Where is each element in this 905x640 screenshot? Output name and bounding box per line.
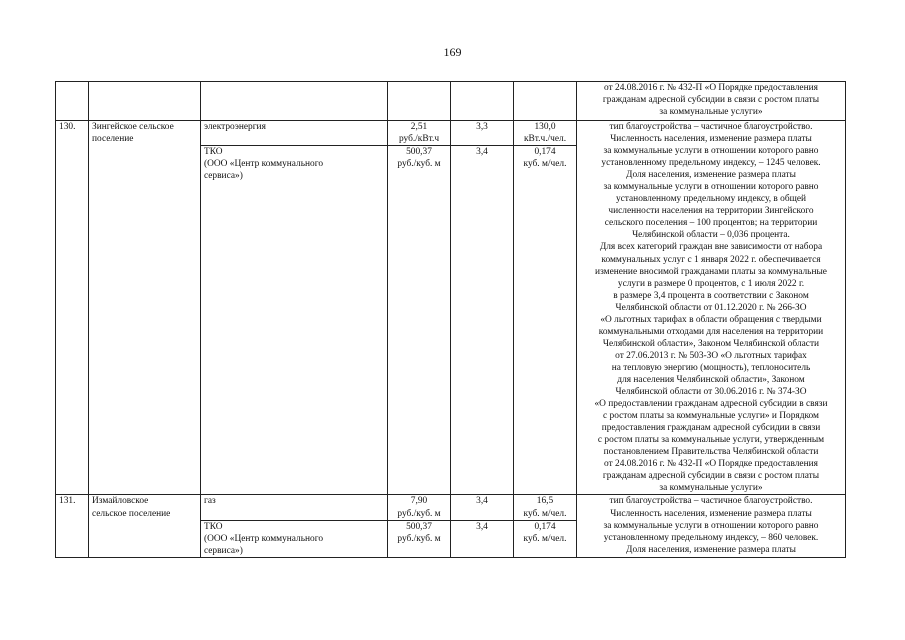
tariff-table (55, 81, 846, 558)
description-cell: тип благоустройства – частичное благоустройство. Численность населения, изменение размера платы за коммунальные услуги в отношении которого равно установленному предельному индексу, – 860 человек. Доля населения, изменение размера платы (577, 495, 846, 557)
norm-cell (514, 82, 577, 121)
service-norm: 16,5 куб. м/чел. (514, 495, 577, 520)
page-number: 169 (443, 45, 462, 59)
price-cell (388, 82, 451, 121)
service-norm: 0,174 куб. м/чел. (514, 520, 577, 557)
settlement-name: Зингейское сельское поселение (89, 121, 201, 495)
description-cell (577, 82, 846, 121)
table-row (56, 82, 846, 121)
description-line: за коммунальные услуги» (659, 107, 763, 118)
service-percent: 3,4 (451, 495, 514, 520)
service-name: ТКО (ООО «Центр коммунального сервиса») (201, 146, 388, 495)
description-line: от 24.08.2016 г. № 432-П «О Порядке предоставления (604, 83, 818, 93)
service-norm: 130,0 кВт.ч./чел. (514, 121, 577, 146)
settlement-name: Измайловское сельское поселение (89, 495, 201, 557)
table-row (56, 121, 846, 146)
service-name: газ (201, 495, 388, 520)
description-cell: тип благоустройства – частичное благоустройство. Численность населения, изменение размера платы за коммунальные услуги в отношении которого равно установленному предельному индексу, – 1245 человек. Доля населения, изменение размера платы за коммунальные услуги в отношении которого равно установленному предельному индексу, в общей численности населения на территории Зингейского сельского поселения – 100 процентов; на территории Челябинской области – 0,036 процента. Для всех категорий граждан вне зависимости от набора коммунальных услуг с 1 января 2022 г. обеспечивается изменение вносимой гражданами платы за коммунальные услуги в размере 0 процентов, с 1 июля 2022 г. в размере 3,4 процента в соответствии с Законом Челябинской области от 01.12.2020 г. № 266-ЗО «О льготных тарифах в области обращения с твердыми коммунальными отходами для населения на территории Челябинской области», Законом Челябинской области от 27.06.2013 г. № 503-ЗО «О льготных тарифах на тепловую энергию (мощность), теплоноситель для населения Челябинской области», Законом Челябинской области от 30.06.2016 г. № 374-ЗО «О предоставлении гражданам адресной субсидии в связи с ростом платы за коммунальные услуги» и Порядком предоставления гражданам адресной субсидии в связи с ростом платы за коммунальные услуги, утвержденным постановлением Правительства Челябинской области от 24.08.2016 г. № 432-П «О Порядке предоставления гражданам адресной субсидии в связи с ростом платы за коммунальные услуги» (577, 121, 846, 495)
service-price: 500,37 руб./куб. м (388, 520, 451, 557)
service-cell (201, 82, 388, 121)
service-price: 7,90 руб./куб. м (388, 495, 451, 520)
service-price: 2,51 руб./кВт.ч (388, 121, 451, 146)
row-number: 130. (56, 121, 89, 495)
service-norm: 0,174 куб. м/чел. (514, 146, 577, 495)
service-name: ТКО (ООО «Центр коммунального сервиса») (201, 520, 388, 557)
table-row (56, 495, 846, 520)
service-percent: 3,3 (451, 121, 514, 146)
service-name: электроэнергия (201, 121, 388, 146)
description-line: гражданам адресной субсидии в связи с ростом платы (602, 95, 820, 106)
number-cell (56, 82, 89, 121)
settlement-cell (89, 82, 201, 121)
service-price: 500,37 руб./куб. м (388, 146, 451, 495)
row-number: 131. (56, 495, 89, 557)
percent-cell (451, 82, 514, 121)
service-percent: 3,4 (451, 146, 514, 495)
service-percent: 3,4 (451, 520, 514, 557)
